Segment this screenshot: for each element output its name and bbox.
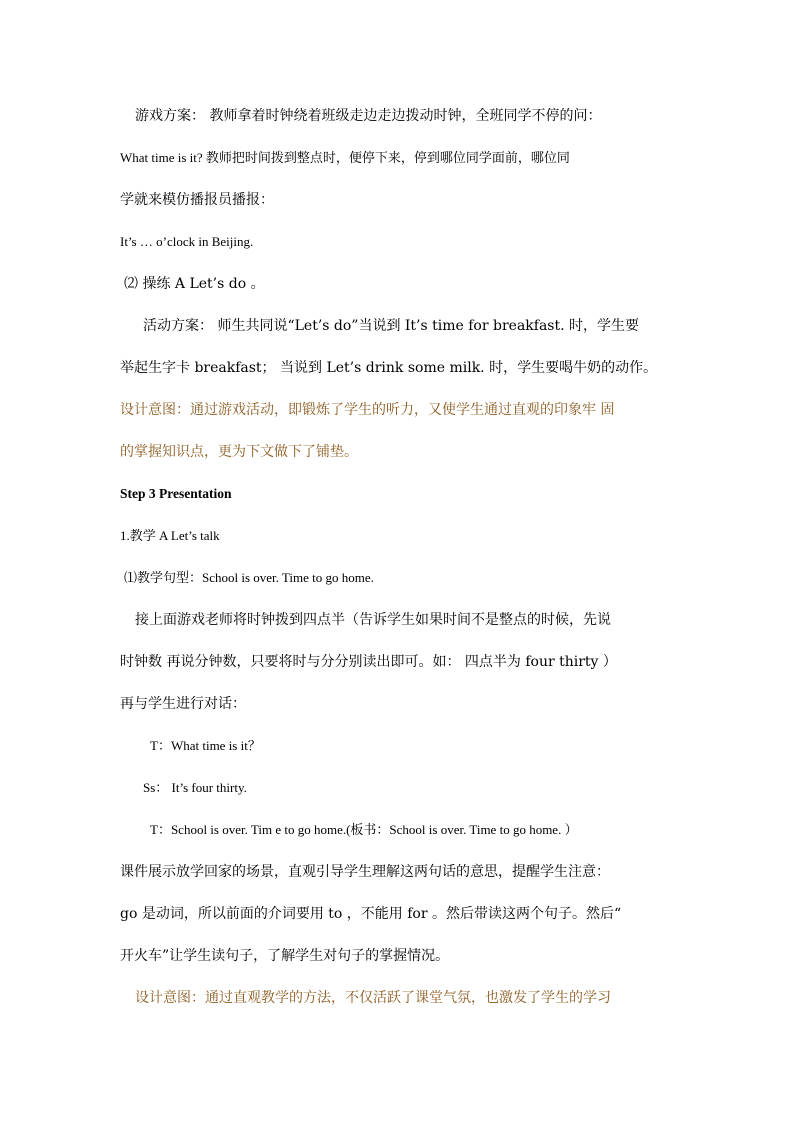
design-intent-line: 的掌握知识点，更为下文做下了铺垫。 [120, 444, 358, 460]
text-line: 接上面游戏老师将时钟拨到四点半（告诉学生如果时间不是整点的时候，先说 [135, 612, 611, 628]
text-line: 学就来模仿播报员播报： [120, 192, 274, 208]
text-line: ⑵ 操练 A Let’s do 。 [124, 276, 265, 292]
section-heading: Step 3 Presentation [120, 486, 232, 501]
text-line: 1.教学 A Let’s talk [120, 528, 220, 543]
dialogue-line: T：School is over. Tim e to go home.(板书：School is over. Time to go home. ） [150, 822, 578, 837]
design-intent-line: 设计意图：通过直观教学的方法，不仅活跃了课堂气氛，也激发了学生的学习 [135, 990, 611, 1006]
design-intent-line: 设计意图：通过游戏活动，即锻炼了学生的听力，又使学生通过直观的印象牢 固 [120, 402, 615, 418]
text-line: 活动方案： 师生共同说“Let’s do”当说到 It’s time for breakfast. 时，学生要 [143, 318, 640, 334]
text-line: 再与学生进行对话： [120, 696, 246, 712]
text-line: What time is it? 教师把时间拨到整点时，便停下来，停到哪位同学面前，哪位同 [120, 150, 570, 165]
text-line: 举起生字卡 breakfast； 当说到 Let’s drink some milk. 时，学生要喝牛奶的动作。 [120, 360, 658, 376]
text-line: 时钟数 再说分钟数，只要将时与分分别读出即可。如： 四点半为 four thirty ） [120, 654, 617, 670]
text-line: 游戏方案： 教师拿着时钟绕着班级走边走边拨动时钟，全班同学不停的问： [135, 108, 602, 124]
text-line: go 是动词，所以前面的介词要用 to ，不能用 for 。然后带读这两个句子。然后“ [120, 906, 622, 922]
text-line: 课件展示放学回家的场景，直观引导学生理解这两句话的意思，提醒学生注意： [120, 864, 610, 880]
text-line: It’s … o’clock in Beijing. [120, 234, 254, 249]
dialogue-line: Ss： It’s four thirty. [143, 780, 247, 795]
dialogue-line: T：What time is it？ [150, 738, 261, 753]
text-line: ⑴教学句型：School is over. Time to go home. [124, 570, 374, 585]
text-line: 开火车”让学生读句子，了解学生对句子的掌握情况。 [120, 948, 450, 964]
